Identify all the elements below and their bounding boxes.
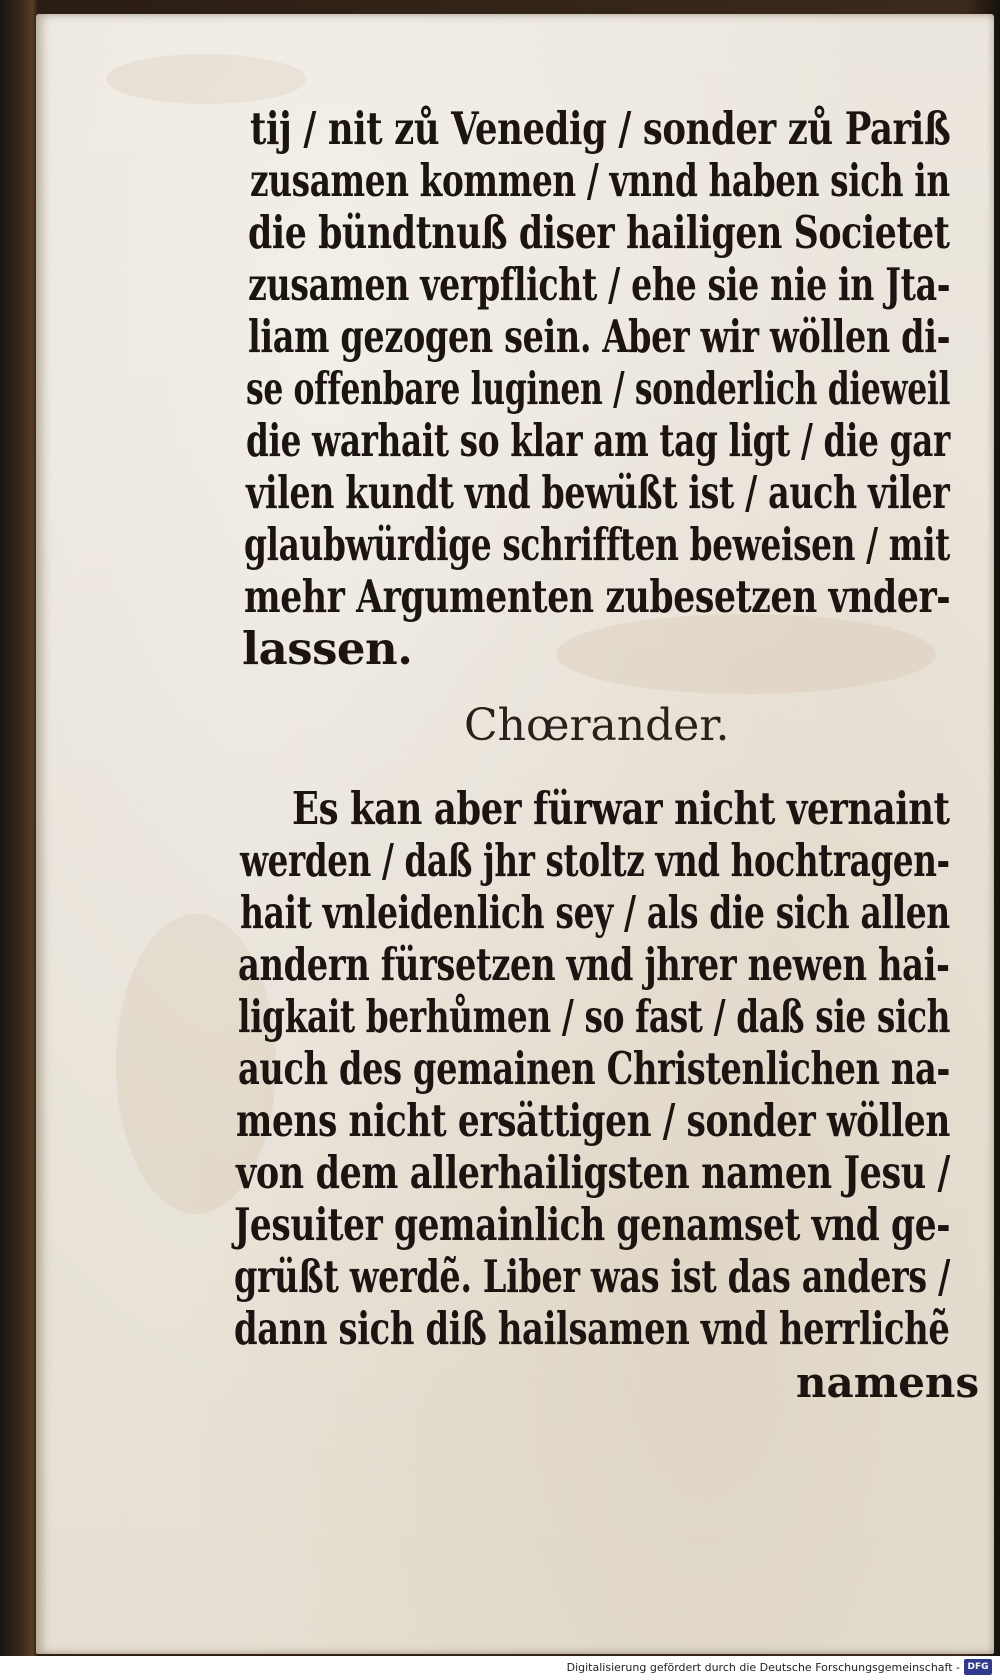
text-line: se offenbare luginen / sonderlich dieweil: [246, 362, 951, 415]
funding-credit: Digitalisierung gefördert durch die Deutsche Forschungsgemeinschaft -: [566, 1661, 960, 1674]
text-line: glaubwürdige schrifften beweisen / mit: [244, 518, 950, 571]
text-line: lassen.: [242, 622, 413, 675]
catchword: namens: [796, 1358, 980, 1407]
footer-bar: [0, 1656, 1000, 1680]
text-line: Jesuiter gemainlich genamset vnd ge-: [234, 1198, 951, 1251]
text-line: vilen kundt vnd bewüßt ist / auch viler: [246, 466, 950, 519]
text-line: Es kan aber fürwar nicht vernaint: [292, 782, 950, 835]
page-text: [36, 14, 994, 1654]
text-line: dann sich diß hailsamen vnd herrlichẽ: [234, 1302, 950, 1355]
text-line: mehr Argumenten zubesetzen vnder-: [244, 570, 951, 623]
dfg-logo: DFG: [964, 1659, 992, 1675]
text-line: von dem allerhailigsten namen Jesu /: [236, 1146, 950, 1199]
text-line: grüßt werdẽ. Liber was ist das anders /: [234, 1250, 950, 1303]
speaker-heading: Chœrander.: [464, 700, 730, 751]
text-line: andern fürsetzen vnd jhrer newen hai-: [238, 938, 950, 991]
text-line: liam gezogen sein. Aber wir wöllen di-: [248, 310, 951, 363]
text-line: auch des gemainen Christenlichen na-: [238, 1042, 950, 1095]
text-line: zusamen kommen / vnnd haben sich in: [250, 154, 950, 207]
text-line: mens nicht ersättigen / sonder wöllen: [236, 1094, 950, 1147]
text-line: werden / daß jhr stoltz vnd hochtragen-: [240, 834, 950, 887]
text-line: tij / nit zů Venedig / sonder zů Pariß: [250, 102, 951, 155]
text-line: die bündtnuß diser hailigen Societet: [248, 206, 950, 259]
text-line: zusamen verpflicht / ehe sie nie in Jta-: [248, 258, 951, 311]
text-line: ligkait berhůmen / so fast / daß sie sich: [238, 990, 951, 1043]
text-line: hait vnleidenlich sey / als die sich allen: [240, 886, 950, 939]
text-line: die warhait so klar am tag ligt / die gar: [246, 414, 950, 467]
book-page: [36, 14, 994, 1654]
